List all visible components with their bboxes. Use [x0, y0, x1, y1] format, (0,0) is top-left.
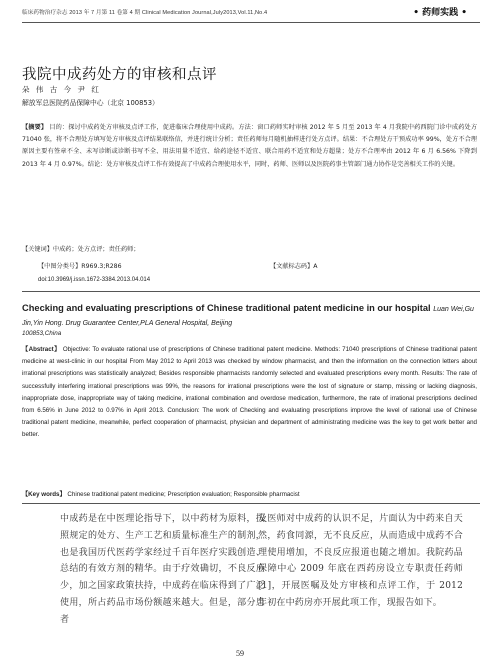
authors: 朵 伟 古 今 尹 红: [22, 85, 101, 94]
abstract-text: 目的：探讨中成药处方审核及点评工作，促进临床合理使用中成药。方法：窗口药师实时审核 2012 年 5 月至 2013 年 4 月我院中药西院门诊中成药处方 71040 张，将不合理处方填写处方审核及点评结果联络信，并进行统计分析；责任药师每月随机抽样进行处方点评。结果：不合理处方干预成功率 99%，处方不合理原因主要有签章不全、未写诊断或诊断书写不全、用法用量不适宜、给药途径不适宜、联合用药不适宜和处方超量；处方不合理率由 2012 年 6 月 6.56% 下降到 2013 年 4 月 0.97%。结论：处方审核及点评工作有效提高了中成药合理使用水平，同时，药师、医师以及医院药事主管部门通力协作是完善相关工作的关键。: [22, 124, 478, 168]
english-title-text: Checking and evaluating prescriptions of Chinese traditional patent medicine in our hospital: [22, 303, 431, 313]
english-abstract-text: Objective: To evaluate rational use of prescriptions of Chinese traditional patent medicine. Methods: 71040 prescriptions of Chinese traditional patent medicine at west-clinic in our hospital From May 2012 to April 2013 was checked by window pharmacist, and then the information on the connection letters about irrational prescriptions was statistically analyzed; Besides responsible pharmacists randomly selected and evaluated prescriptions every month. Results: The rate of successfully interfering irrational prescriptions was 99%, the reasons for irrational prescriptions were the lost of signature or stamp, missing or lacking diagnosis, inappropriate dose, inappropriate way of taking medicine, irrational combination and overdose medication, furthermore, the rate of irrational prescriptions declined from 6.56% in June 2012 to 0.97% in April 2013. Conclusion: The work of Checking and evaluating prescriptions improve the level of rational use of Chinese traditional patent medicine, meanwhile, perfect cooperation of pharmacist, physician and department of administrating medicine was the key to get work better and better.: [22, 346, 477, 439]
document-code: 【文献标志码】A: [270, 263, 318, 270]
abstract-label: 【摘要】: [22, 124, 48, 131]
article-title: 我院中成药处方的审核和点评: [22, 67, 217, 83]
english-title: [22, 302, 482, 330]
header-rule: [22, 22, 480, 23]
english-keywords: [22, 489, 477, 498]
body-rule: [22, 503, 480, 504]
chinese-abstract: [22, 122, 477, 171]
body-column-right: 及医师对中成药的认识不足，片面认为中药来自天然，药食同源，无不良反应，从而造成中成药不合理使用增加，不良反应报道也随之增加。我院药品保障中心 2009 年底在西药房设立专职责任药师[1]，开展医嘱及处方审核和点评工作，于 2012 年初在中药房亦开展此项工作，现报告如下。: [258, 514, 463, 608]
english-keywords-label: 【Key words】: [22, 491, 66, 498]
english-abstract: [22, 344, 477, 442]
doi: doi:10.3969/j.issn.1672-3384.2013.04.014: [38, 277, 151, 283]
separator-rule: [22, 291, 480, 292]
section-label: • 药师实践 •: [413, 8, 467, 18]
running-header: [0, 0, 497, 28]
english-keywords-text: Chinese traditional patent medicine; Prescription evaluation; Responsible pharmacist: [67, 491, 300, 498]
english-authors: Luan Wei,Gu Jin,Yin Hong. Drug Guarantee Center,PLA General Hospital, Beijing: [22, 306, 474, 327]
keywords-cn: 【关键词】中成药；处方点评；责任药师；: [22, 246, 140, 253]
english-postcode: 100853,China: [22, 330, 62, 337]
english-abstract-label: 【Abstract】: [22, 346, 61, 353]
body-column-left: 中成药是在中医理论指导下，以中药材为原料，按照规定的处方、生产工艺和质量标准生产的制剂，也是我国历代医药学家经过千百年医疗实践创造、总结的有效方剂的精华。由于疗效确切，不良反应少，加之国家政策扶持，中成药在临床得到了广泛使用，所占药品市场份额越来越大。但是，部分患者: [60, 514, 265, 625]
affiliation: 解放军总医院药品保障中心（北京 100853）: [22, 99, 159, 107]
page-number: 59: [236, 649, 244, 658]
journal-line: 临床药物治疗杂志 2013 年 7 月第 11 卷第 4 期 Clinical Medication Journal,July2013,Vol.11,No.4: [22, 10, 268, 16]
clc-number: 【中图分类号】R969.3;R286: [38, 263, 122, 270]
